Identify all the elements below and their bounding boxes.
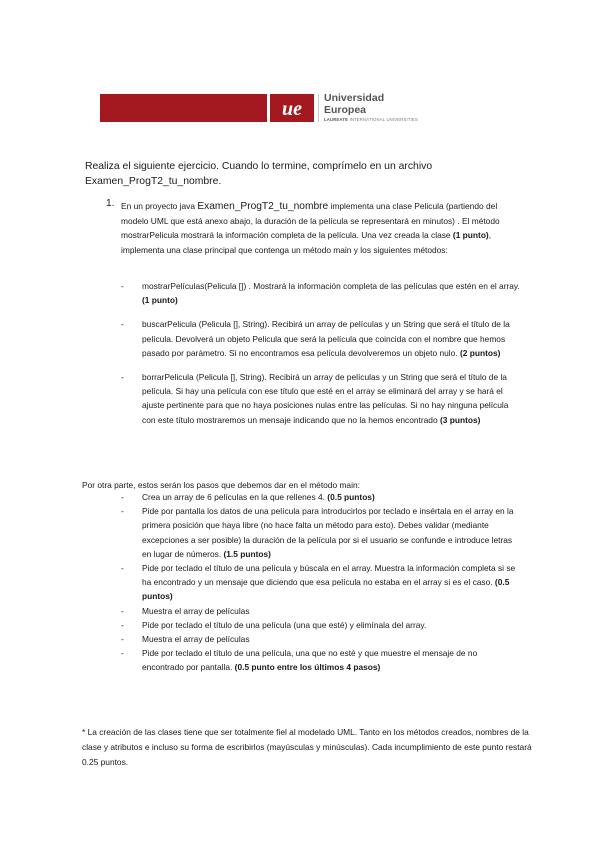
logo-divider [318,94,319,122]
main-steps-intro: Por otra parte, estos serán los pasos que debemos dar en el método main: [82,480,360,490]
footnote: * La creación de las clases tiene que ser totalmente fiel al modelado UML. Tanto en los métodos creados, nombres de la clase y atributos e incluso su forma de escribirlos (mayúsculas y minúsculas). Cada incumplimiento de este punto restará 0.25 puntos. [82,727,532,767]
intro-paragraph [85,159,545,189]
main-steps-list [121,490,521,675]
task-number: 1. [106,198,115,209]
university-logo [324,93,418,122]
step-item: - Pide por pantalla los datos de una película para introducirlos por teclado e insértala en el array en la primera posición que haya libre (no hace falta un método para esto). Debes validar (mediante excepciones a ser posible) la duración de la película por si el usuario se confunde e introduce letras en lugar de números. (1.5 puntos) [121,506,514,559]
ue-logo-mark [270,94,314,122]
methods-list [121,279,521,437]
step-item: - Crea un array de 6 películas en la que rellenes 4. (0.5 puntos) [121,492,375,502]
step-item: - Muestra el array de películas [121,634,250,645]
intro-filename: Examen_ProgT2_tu_nombre. [85,176,222,187]
step-item: - Pide por teclado el título de una película (una que esté) y elimínala del array. [121,619,427,630]
method-item: - mostrarPelículas(Pelicula []) . Mostrará la información completa de las películas que estén en el array. (1 punto) [121,281,520,306]
project-name: Examen_ProgT2_tu_nombre [197,201,329,212]
points-class: (1 punto) [452,230,489,241]
logo-mark-text: ue [282,98,302,120]
task-description: En un proyecto java Examen_ProgT2_tu_nombre implementa una clase Pelicula (partiendo del modelo UML que está anexo abajo, la duración de la película se representará en minutos) . El método mostrarPelicula mostrará la información completa de la película. Una vez creada la clase (1 punto), implementa una clase principal que contenga un método main y los siguientes métodos: [121,201,500,255]
step-item: - Pide por teclado el título de una película y búscala en el array. Muestra la información completa si se ha encontrado y un mensaje que diciendo que esa película no estaba en el array si es el caso. (0.5 puntos) [121,563,516,602]
university-name-line1: Universidad [324,92,385,104]
university-name-line2: Europea [324,103,367,116]
laureate-tagline: LAUREATE INTERNATIONAL UNIVERSITIES [324,117,418,122]
header-red-bar [100,94,267,122]
step-item: - Muestra el array de películas [121,605,250,616]
step-item: - Pide por teclado el título de una película, una que no esté y que muestre el mensaje de no encontrado por pantalla. (0.5 punto entre los últimos 4 pasos) [121,648,478,673]
intro-line: Realiza el siguiente ejercicio. Cuando lo termine, comprímelo en un archivo [85,161,433,172]
method-item: - buscarPelicula (Pelicula [], String). Recibirá un array de películas y un String que será el título de la película. Devolverá un objeto Pelicula que será la película que coincida con el nombre que hemos pasado por parámetro. Si no encontramos esa película devolveremos un objeto nulo. (2 puntos) [121,319,510,358]
method-item: - borrarPelicula (Pelicula [], String). Recibirá un array de películas y un String que será el título de la película. Si hay una película con ese título que esté en el array se eliminará del array y se hará el ajuste pertinente para que no haya posiciones nulas entre las películas. Si no hay ninguna película con este título mostraremos un mensaje indicando que no la hemos encontrado (3 puntos) [121,372,509,425]
